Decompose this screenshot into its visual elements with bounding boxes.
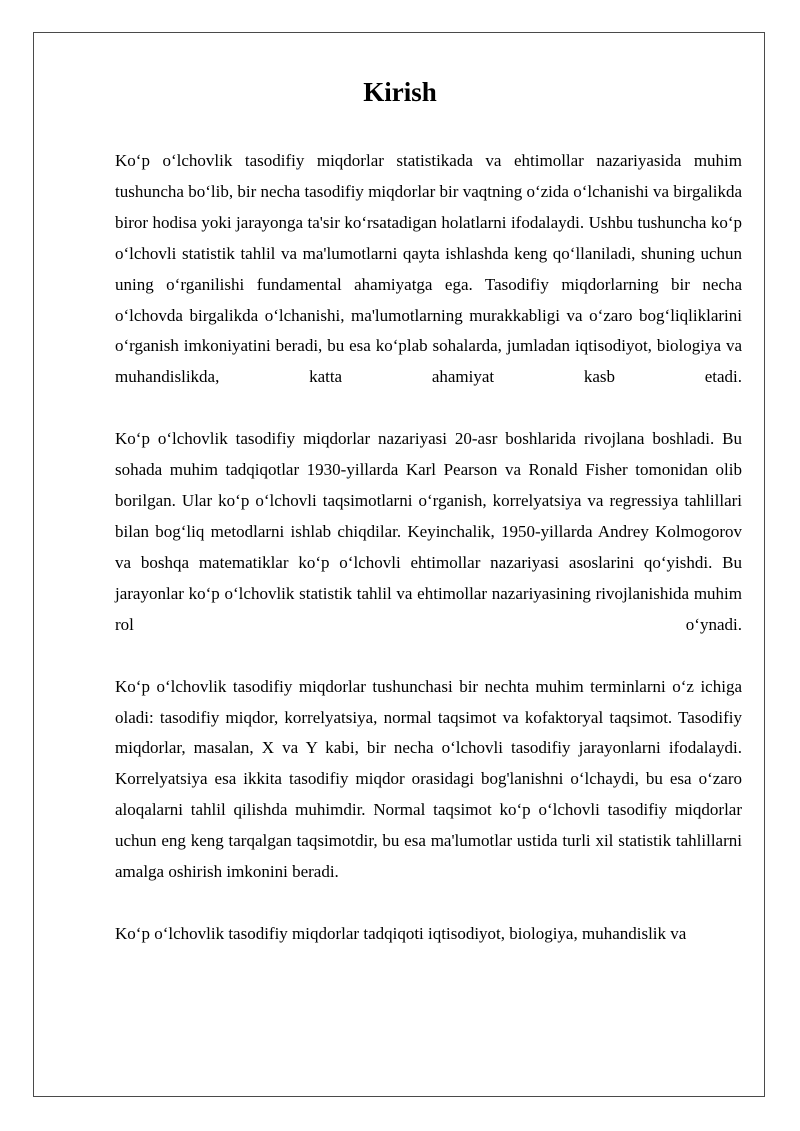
paragraph-1: Ko‘p o‘lchovlik tasodifiy miqdorlar statistikada va ehtimollar nazariyasida muhim tushuncha bo‘lib, bir necha tasodifiy miqdorlar bir vaqtning o‘zida o‘lchanishi va birgalikda biror hodisa yoki jarayonga ta'sir ko‘rsatadigan holatlarni ifodalaydi. Ushbu tushuncha ko‘p o‘lchovli statistik tahlil va ma'lumotlarni qayta ishlashda keng qo‘llaniladi, shuning uchun uning o‘rganilishi fundamental ahamiyatga ega. Tasodifiy miqdorlarning bir necha o‘lchovda birgalikda o‘lchanishi, ma'lumotlarning murakkabligi va o‘zaro bog‘liqliklarini o‘rganish imkoniyatini beradi, bu esa ko‘plab sohalarda, jumladan iqtisodiyot, biologiya va muhandislikda, katta ahamiyat kasb etadi. (115, 151, 742, 387)
paragraph-2: Ko‘p o‘lchovlik tasodifiy miqdorlar nazariyasi 20-asr boshlarida rivojlana boshladi. Bu sohada muhim tadqiqotlar 1930-yillarda Karl Pearson va Ronald Fisher tomonidan olib borilgan. Ular ko‘p o‘lchovli taqsimotlarni o‘rganish, korrelyatsiya va regressiya tahlillari bilan bog‘liq metodlarni ishlab chiqdilar. Keyinchalik, 1950-yillarda Andrey Kolmogorov va boshqa matematiklar ko‘p o‘lchovli ehtimollar nazariyasi asoslarini qo‘yishdi. Bu jarayonlar ko‘p o‘lchovlik statistik tahlil va ehtimollar nazariyasining rivojlanishida muhim rol o‘ynadi. (115, 429, 742, 634)
paragraph-4: Ko‘p o‘lchovlik tasodifiy miqdorlar tadqiqoti iqtisodiyot, biologiya, muhandislik va (115, 923, 687, 943)
paragraph-3: Ko‘p o‘lchovlik tasodifiy miqdorlar tushunchasi bir nechta muhim terminlarni o‘z ichiga oladi: tasodifiy miqdor, korrelyatsiya, normal taqsimot va kofaktoryal taqsimot. Tasodifiy miqdorlar, masalan, X va Y kabi, bir necha o‘lchovli tasodifiy jarayonlarni ifodalaydi. Korrelyatsiya esa ikkita tasodifiy miqdor orasidagi bog'lanishni o‘lchaydi, bu esa o‘zaro aloqalarni tahlil qilishda muhimdir. Normal taqsimot ko‘p o‘lchovli tasodifiy miqdorlar uchun eng keng tarqalgan taqsimotdir, bu esa ma'lumotlar ustida turli xil statistik tahlillarni amalga oshirish imkonini beradi. (115, 676, 742, 882)
page-title: Kirish (363, 77, 437, 107)
body-text (115, 146, 742, 950)
